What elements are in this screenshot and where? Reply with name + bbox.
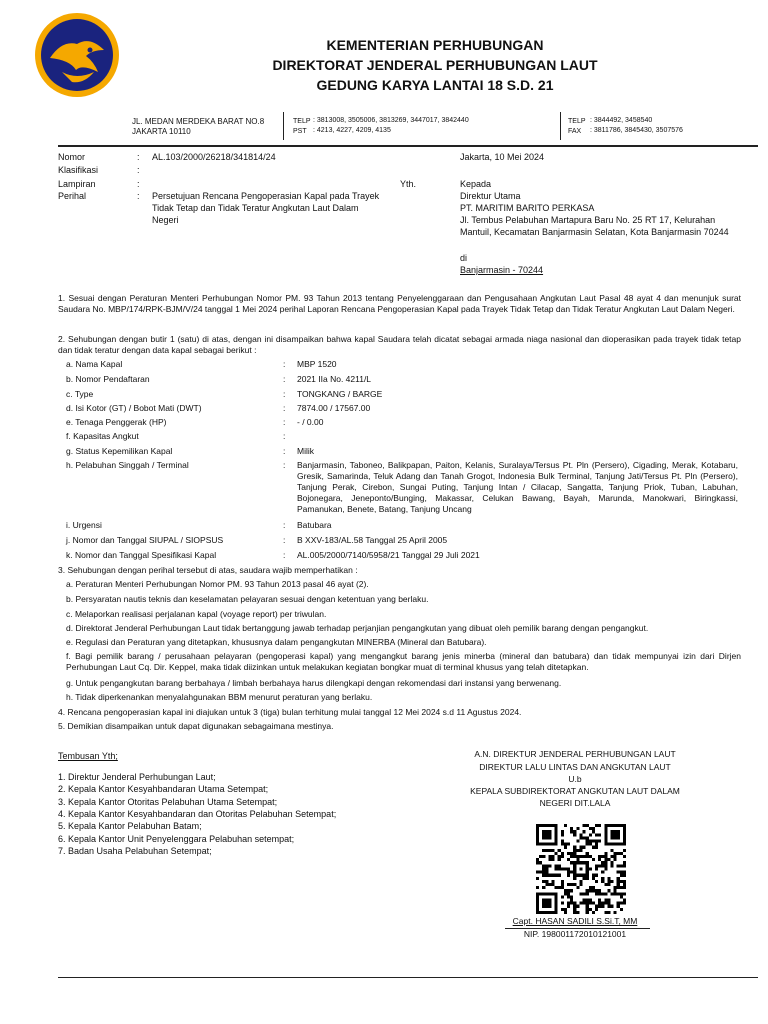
ship-data-label: i. Urgensi <box>66 520 102 530</box>
ship-data-value: B XXV-183/AL.58 Tanggal 25 April 2005 <box>297 535 448 545</box>
ship-data-value: Banjarmasin, Taboneo, Balikpapan, Paiton, Kelanis, Suralaya/Tersus Pt. Pln (Persero), Cigading, Merak, Kotabaru, Gresik, Samarinda, Teluk Adang dan Tanah Grogot, Indonesia Bulk Terminal, Tanjung Jati/Tersus Pt. Pln (Persero), Tanjung Perak, Cirebon, Sungai Puting, Tanjung Intan / Cilacap, Sangatta, Tanjung Priok, Tuban, Labuhan, Bojonegara, Jeneponto/Bunging, Makassar, Celukan Bawang, Bayah, Marunda, Manokwari, Biringkassi, Pamanukan, Benete, Batang, Tanjung Uncang <box>297 460 738 514</box>
ministry-emblem-icon <box>32 10 122 100</box>
recipient-city: Banjarmasin - 70244 <box>460 265 544 275</box>
colon: : <box>137 152 140 162</box>
colon: : <box>283 359 286 369</box>
signature-line-2: DIREKTUR LALU LINTAS DAN ANGKUTAN LAUT <box>479 762 671 772</box>
ship-data-value: - / 0.00 <box>297 417 324 427</box>
ship-data-value: AL.005/2000/7140/5958/21 Tanggal 29 Juli 2021 <box>297 550 480 560</box>
colon: : <box>283 374 286 384</box>
tembusan-item: 2. Kepala Kantor Kesyahbandaran Utama Setempat; <box>58 784 269 795</box>
fax-label: FAX <box>568 128 582 135</box>
tembusan-item: 3. Kepala Kantor Otoritas Pelabuhan Utama Setempat; <box>58 796 278 807</box>
colon: : <box>283 389 286 399</box>
ship-data-label: e. Tenaga Penggerak (HP) <box>66 417 167 427</box>
obligation-item: d. Direktorat Jenderal Perhubungan Laut tidak bertanggung jawab terhadap perjanjian pengangkutan yang dibuat oleh pemilik barang dengan pengangkut. <box>66 623 649 633</box>
address-line-1: JL. MEDAN MERDEKA BARAT NO.8 <box>132 117 265 126</box>
obligation-item: f. Bagi pemilik barang / perusahaan pelayaran (pengoperasi kapal) yang mengangkut barang jenis minerba (mineral dan batubara) dan tidak mempunyai izin dari Dirjen Perhubungan Laut Cq. Dir. Keppel, maka tidak diizinkan untuk melakukan kegiatan bongkar muat di terminal khusus yang telah ditetapkan. <box>66 651 741 672</box>
lampiran-label: Lampiran <box>58 179 96 189</box>
recipient-company: PT. MARITIM BARITO PERKASA <box>460 203 595 213</box>
signature-line-3: U.b <box>568 774 582 784</box>
obligation-item: e. Regulasi dan Peraturan yang ditetapkan, khususnya dalam pengangkutan MINERBA (Mineral dan Batubara). <box>66 637 487 647</box>
colon: : <box>283 520 286 530</box>
tembusan-item: 6. Kepala Kantor Unit Penyelenggara Pelabuhan setempat; <box>58 833 295 844</box>
recipient-address: Jl. Tembus Pelabuhan Martapura Baru No. 25 RT 17, Kelurahan Mantuil, Kecamatan Banjarmasin Selatan, Kota Banjarmasin 70244 <box>460 215 729 237</box>
obligation-item: b. Persyaratan nautis teknis dan keselamatan pelayaran sesuai dengan ketentuan yang berlaku. <box>66 594 429 604</box>
obligation-item: g. Untuk pengangkutan barang berbahaya / limbah berbahaya harus dilengkapi dengan rekomendasi dari instansi yang berwenang. <box>66 678 562 688</box>
header-rule <box>58 145 758 147</box>
obligation-item: a. Peraturan Menteri Perhubungan Nomor PM. 93 Tahun 2013 pasal 46 ayat (2). <box>66 579 369 589</box>
ship-data-label: c. Type <box>66 389 94 399</box>
paragraph-3: 3. Sehubungan dengan perihal tersebut di atas, saudara wajib memperhatikan : <box>58 565 358 575</box>
yth-label: Yth. <box>400 179 417 189</box>
ship-data-value: 2021 IIa No. 4211/L <box>297 374 372 384</box>
header-divider <box>283 112 284 140</box>
paragraph-4: 4. Rencana pengoperasian kapal ini diajukan untuk 3 (tiga) bulan terhitung mulai tanggal 12 Mei 2024 s.d 11 Agustus 2024. <box>58 707 522 717</box>
telp-label: TELP <box>293 118 311 125</box>
tembusan-title: Tembusan Yth; <box>58 751 118 761</box>
ship-data-label: b. Nomor Pendaftaran <box>66 374 150 384</box>
signature-line-5: NEGERI DIT.LALA <box>539 798 611 808</box>
ship-data-label: d. Isi Kotor (GT) / Bobot Mati (DWT) <box>66 403 202 413</box>
colon: : <box>283 446 286 456</box>
obligation-item: c. Melaporkan realisasi perjalanan kapal (voyage report) per triwulan. <box>66 609 327 619</box>
telp2-value: : 3844492, 3458540 <box>590 117 653 124</box>
nomor-value: AL.103/2000/26218/341814/24 <box>152 152 276 162</box>
colon: : <box>283 550 286 560</box>
telp2-label: TELP <box>568 118 586 125</box>
ship-data-label: k. Nomor dan Tanggal Spesifikasi Kapal <box>66 550 217 560</box>
colon: : <box>137 191 140 201</box>
ship-data-label: a. Nama Kapal <box>66 359 123 369</box>
ship-data-value: Batubara <box>297 520 332 530</box>
header-divider <box>560 112 561 140</box>
nomor-label: Nomor <box>58 152 86 162</box>
letter-date: Jakarta, 10 Mei 2024 <box>460 152 545 162</box>
recipient-title: Direktur Utama <box>460 191 521 201</box>
ship-data-value: Milik <box>297 446 314 456</box>
obligation-item: h. Tidak diperkenankan menyalahgunakan BBM menurut peraturan yang berlaku. <box>66 692 373 702</box>
pst-value: : 4213, 4227, 4209, 4135 <box>313 127 391 134</box>
ship-data-label: g. Status Kepemilikan Kapal <box>66 446 173 456</box>
signatory-nip: NIP. 198001172010121001 <box>523 929 627 939</box>
paragraph-1: 1. Sesuai dengan Peraturan Menteri Perhubungan Nomor PM. 93 Tahun 2013 tentang Penyelenggaraan dan Pengusahaan Angkutan Laut Pasal 48 ayat 4 dan menunjuk surat Saudara No. MBP/174/RPK-BJM/V/24 tanggal 1 Mei 2024 perihal Laporan Rencana Pengoperasian Kapal pada Trayek Tidak Tetap dan Tidak Teratur Angkutan Laut Dalam Negeri. <box>58 293 741 314</box>
pst-label: PST <box>293 128 307 135</box>
qr-code-icon <box>536 824 626 914</box>
directorate-title: DIREKTORAT JENDERAL PERHUBUNGAN LAUT <box>272 57 598 73</box>
signatory-name: Capt. HASAN SADILI S.Si.T, MM <box>512 916 638 926</box>
kepada-label: Kepada <box>460 179 492 189</box>
ship-data-value: 7874.00 / 17567.00 <box>297 403 371 413</box>
footer-rule <box>58 977 758 978</box>
tembusan-item: 4. Kepala Kantor Kesyahbandaran dan Otoritas Pelabuhan Setempat; <box>58 808 337 819</box>
colon: : <box>283 460 286 470</box>
colon: : <box>283 403 286 413</box>
di-label: di <box>460 253 468 263</box>
tembusan-item: 5. Kepala Kantor Pelabuhan Batam; <box>58 821 202 832</box>
tembusan-item: 7. Badan Usaha Pelabuhan Setempat; <box>58 845 212 856</box>
ship-data-value: MBP 1520 <box>297 359 337 369</box>
signature-line-1: A.N. DIREKTUR JENDERAL PERHUBUNGAN LAUT <box>474 749 676 759</box>
perihal-value: Persetujuan Rencana Pengoperasian Kapal pada Trayek Tidak Tetap dan Tidak Teratur Angkutan Laut Dalam Negeri <box>152 191 380 225</box>
paragraph-5: 5. Demikian disampaikan untuk dapat digunakan sebagaimana mestinya. <box>58 721 334 731</box>
colon: : <box>283 417 286 427</box>
address-line-2: JAKARTA 10110 <box>132 127 191 136</box>
building-title: GEDUNG KARYA LANTAI 18 S.D. 21 <box>316 77 554 93</box>
colon: : <box>137 179 140 189</box>
ship-data-label: h. Pelabuhan Singgah / Terminal <box>66 460 189 470</box>
tembusan-item: 1. Direktur Jenderal Perhubungan Laut; <box>58 772 216 782</box>
paragraph-2: 2. Sehubungan dengan butir 1 (satu) di atas, dengan ini disampaikan bahwa kapal Saudara telah dicatat sebagai armada niaga nasional dan dioperasikan pada trayek tidak tetap dan tidak teratur dengan data kapal sebagai berikut : <box>58 334 741 355</box>
ship-data-value: TONGKANG / BARGE <box>297 389 383 399</box>
signature-line-4: KEPALA SUBDIREKTORAT ANGKUTAN LAUT DALAM <box>470 786 680 796</box>
colon: : <box>283 431 286 441</box>
ship-data-label: f. Kapasitas Angkut <box>66 431 139 441</box>
colon: : <box>137 165 140 175</box>
ship-data-label: j. Nomor dan Tanggal SIUPAL / SIOPSUS <box>66 535 224 545</box>
ministry-title: KEMENTERIAN PERHUBUNGAN <box>326 37 544 53</box>
perihal-label: Perihal <box>58 191 87 201</box>
colon: : <box>283 535 286 545</box>
fax-value: : 3811786, 3845430, 3507576 <box>590 127 683 134</box>
telp-value: : 3813008, 3505006, 3813269, 3447017, 3842440 <box>313 117 469 124</box>
klasifikasi-label: Klasifikasi <box>58 165 99 175</box>
